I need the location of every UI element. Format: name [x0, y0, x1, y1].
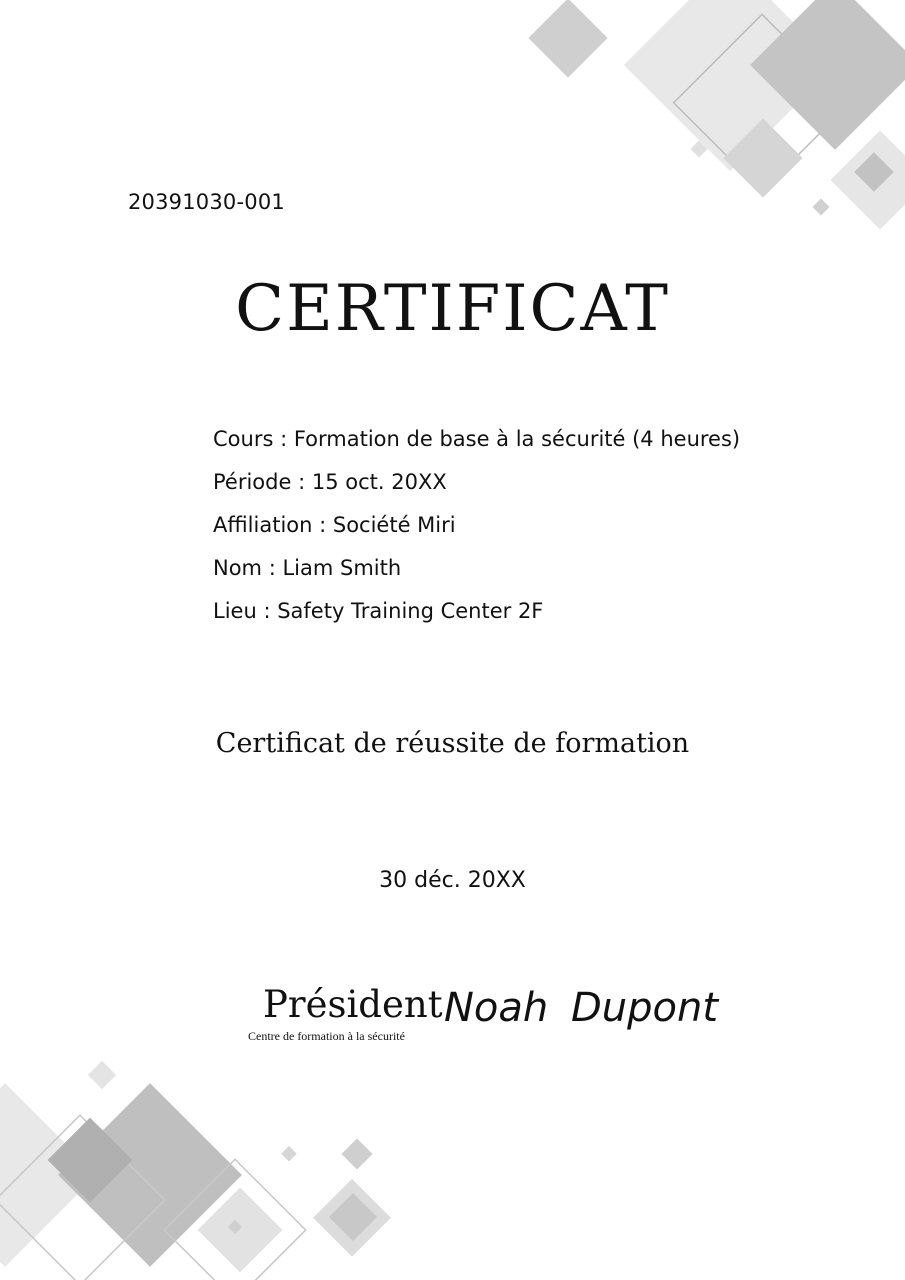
detail-label: Cours :: [213, 427, 294, 451]
detail-value: Société Miri: [332, 513, 456, 537]
issue-date: 30 déc. 20XX: [379, 868, 526, 893]
detail-course: [213, 424, 853, 467]
detail-label: Nom :: [213, 556, 282, 580]
signature: Noah Dupont: [444, 985, 719, 1031]
detail-label: Période :: [213, 470, 312, 494]
certificate-details: [213, 424, 853, 639]
bottom-left-diamonds: [0, 1061, 391, 1280]
signatory-title: Président: [263, 983, 443, 1026]
diamond-shape: [281, 1146, 297, 1162]
detail-label: Affiliation :: [213, 513, 333, 537]
diamond-shape: [813, 199, 830, 216]
diamond-shape: [341, 1138, 372, 1169]
diamond-shape: [528, 0, 607, 78]
certificate-subtitle: Certificat de réussite de formation: [215, 728, 690, 759]
detail-period: [213, 467, 853, 510]
signatory-organization: Centre de formation à la sécurité: [248, 1029, 405, 1043]
detail-value: Liam Smith: [282, 556, 402, 580]
diamond-shape: [88, 1061, 116, 1089]
top-right-diamonds: [528, 0, 905, 229]
detail-label: Lieu :: [213, 599, 277, 623]
detail-value: 15 oct. 20XX: [311, 470, 447, 494]
detail-value: Safety Training Center 2F: [277, 599, 544, 623]
certificate-number: 20391030-001: [128, 190, 285, 214]
detail-name: [213, 553, 853, 596]
certificate-title: CERTIFICAT: [235, 272, 670, 346]
detail-value: Formation de base à la sécurité (4 heures): [293, 427, 741, 451]
detail-affiliation: [213, 510, 853, 553]
detail-location: [213, 596, 853, 639]
